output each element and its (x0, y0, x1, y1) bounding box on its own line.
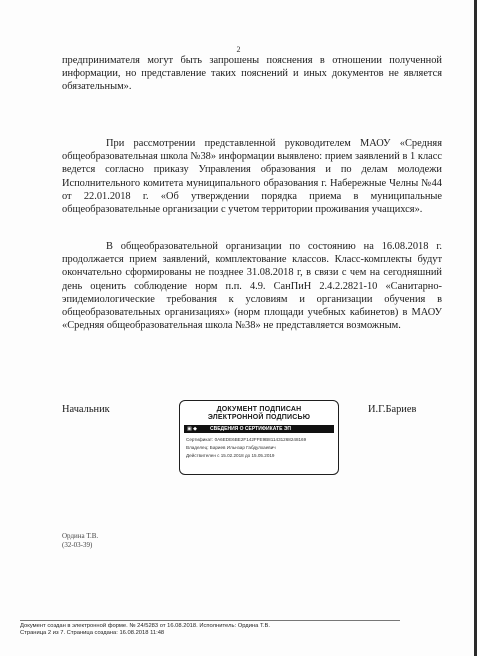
document-footer (20, 620, 400, 637)
page-number: 2 (236, 45, 241, 54)
electronic-signature-stamp (179, 400, 339, 475)
stamp-title-line2: ЭЛЕКТРОННОЙ ПОДПИСЬЮ (207, 414, 311, 421)
stamp-certificate-id: Сертификат: 0A6EDE6BE2F142FFE9B811431268248169 (186, 437, 307, 442)
signatory-name: И.Г.Бариев (368, 404, 417, 415)
author-phone: (32-03-39) (62, 541, 93, 549)
paragraph-2: При рассмотрении представленной руководителем МАОУ «Средняя общеобразовательная школа №38» информации выявлено: прием заявлений в 1 класс ведется согласно приказу Управления образования и по делам молодежи Исполнительного комитета муниципального образования г. Набережные Челны №44 от 22.01.2018 г. «Об утверждении порядка приема в муниципальные общеобразовательные организации с учетом территории проживания учащихся». (62, 138, 442, 216)
certificate-icon: ▣ ◆ (187, 426, 197, 432)
signatory-position: Начальник (62, 404, 110, 415)
stamp-owner: Владелец: Бариев Ильнзар Габдулхаевич (186, 445, 276, 450)
paragraph-1: предпринимателя могут быть запрошены пояснения в отношении полученной информации, но представление таких пояснений и иных документов не является обязательным». (62, 55, 442, 93)
stamp-title-line1: ДОКУМЕНТ ПОДПИСАН (216, 406, 302, 413)
paragraph-3: В общеобразовательной организации по состоянию на 16.08.2018 г. продолжается прием заявлений, комплектование классов. Класс-комплекты будут окончательно сформированы не позднее 31.08.2018 г, в связи с чем на сегодняшний день оценить соблюдение норм п.п. 4.9. СанПиН 2.4.2.2821-10 «Санитарно-эпидемиологические требования к условиям и организации обучения в общеобразовательных организациях» (норм площади учебных кабинетов) в МАОУ «Средняя общеобразовательная школа №38» не представляется возможным. (62, 241, 442, 332)
footer-line-2: Страница 2 из 7. Страница создана: 16.08.2018 11:48 (20, 630, 165, 636)
author-block (62, 532, 98, 550)
stamp-certificate-bar (184, 425, 334, 433)
author-name: Ордина Т.В. (62, 532, 99, 540)
footer-line-1: Документ создан в электронной форме. № 24/5283 от 16.08.2018. Исполнитель: Ордина Т.В. (20, 623, 270, 629)
stamp-bar-text: СВЕДЕНИЯ О СЕРТИФИКАТЕ ЭП (210, 426, 291, 432)
stamp-validity: Действителен с 15.02.2018 до 15.05.2019 (186, 453, 275, 458)
